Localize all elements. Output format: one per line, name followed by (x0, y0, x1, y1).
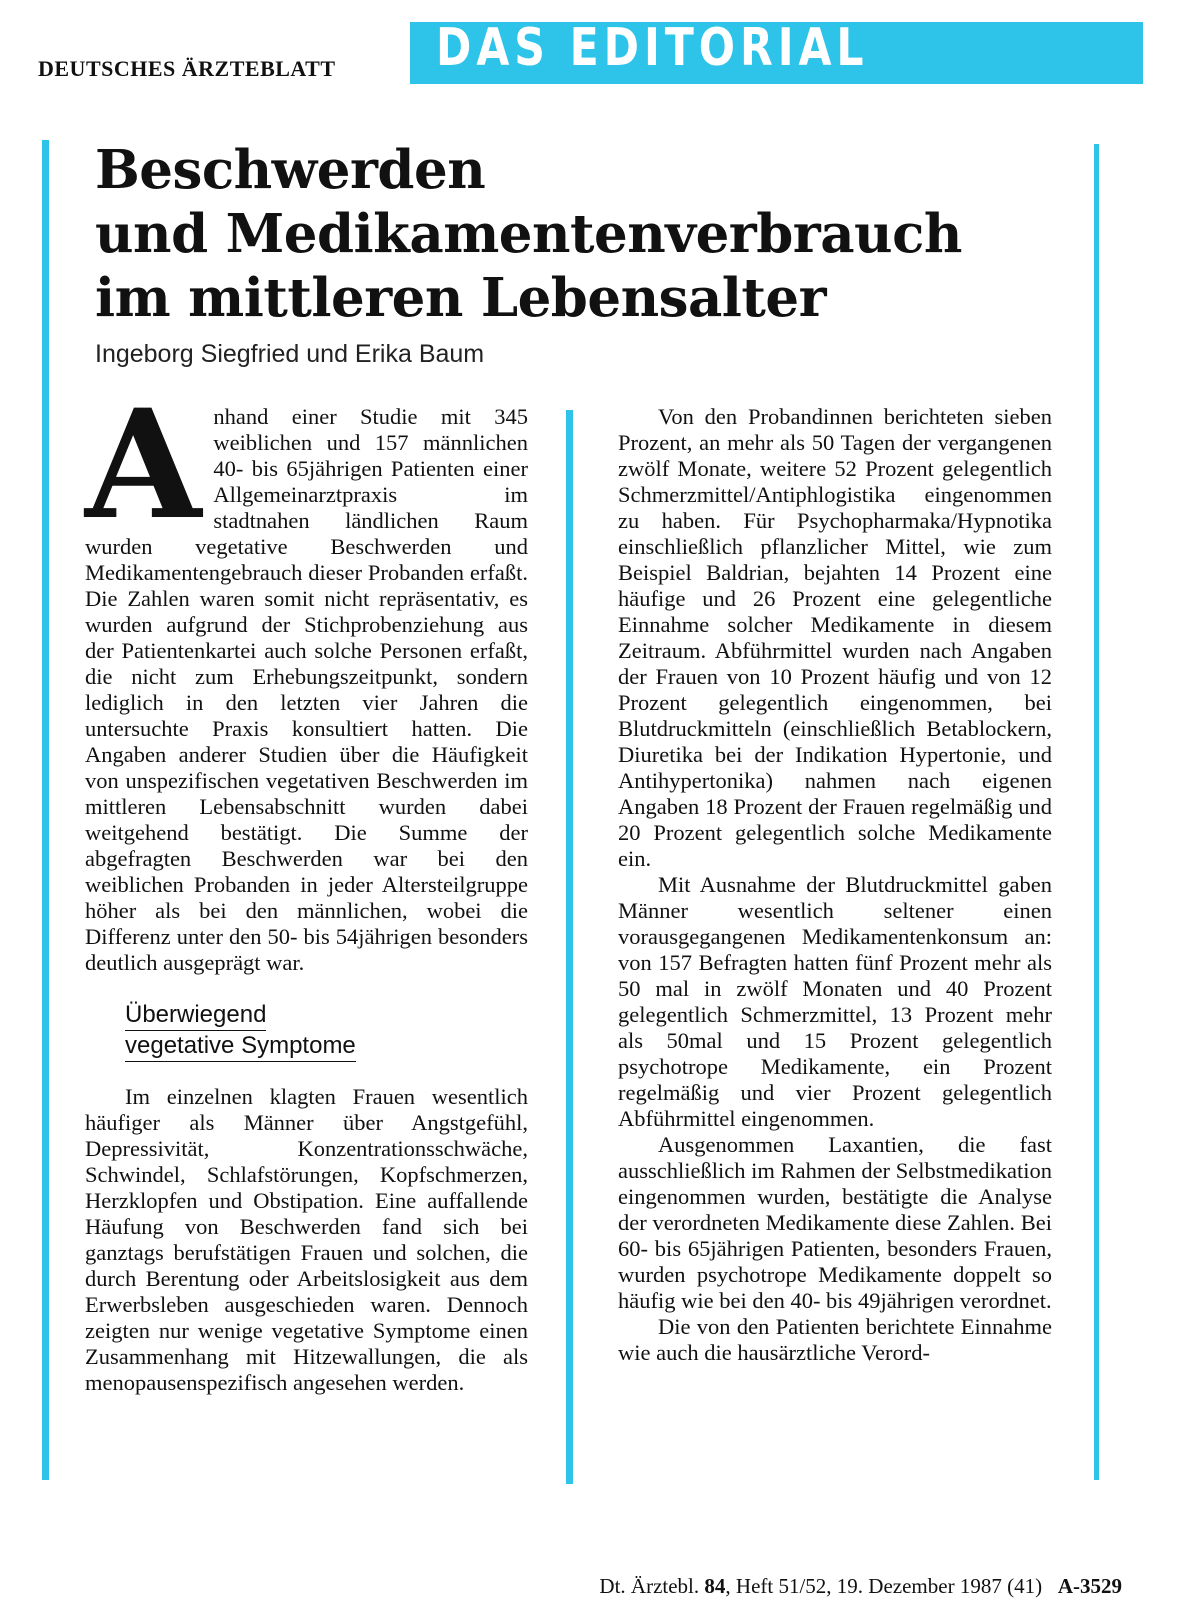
body-paragraph: Die von den Patienten berichtete Einnahme wie auch die hausärztliche Verord- (618, 1314, 1052, 1365)
subheading (125, 1000, 528, 1062)
left-accent-rule (42, 140, 49, 1480)
article-title (95, 138, 1095, 330)
publication-name: DEUTSCHES ÄRZTEBLATT (38, 56, 336, 81)
lead-text: nhand einer Studie mit 345 weiblichen und 157 männlichen 40- bis 65jährigen Patienten einer Allgemeinarztpraxis im stadtnahen ländlichen Raum wurden vegetative Beschwerden und Medikamentengebrauch dieser Probanden erfaßt. Die Zahlen waren somit nicht repräsentativ, es wurden aufgrund der Stichprobenziehung aus der Patientenkartei auch solche Personen erfaßt, die nicht zum Erhebungszeitpunkt, sondern lediglich in den letzten vier Jahren die untersuchte Praxis konsultiert hatten. Die Angaben anderer Studien über die Häufigkeit von unspezifischen vegetativen Beschwerden im mittleren Lebensabschnitt wurden dabei weitgehend bestätigt. Die Summe der abgefragten Beschwerden war bei den weiblichen Probanden in jeder Altersteilgruppe höher als bei den männlichen, wobei die Differenz unter den 50- bis 54jährigen besonders deutlich ausgeprägt war. (85, 404, 528, 975)
body-paragraph: Im einzelnen klagten Frauen wesentlich häufiger als Männer über Angstgefühl, Depressivität, Konzentrationsschwäche, Schwindel, Schlafstörungen, Kopfschmerzen, Herzklopfen und Obstipation. Eine auffallende Häufung von Beschwerden fand sich bei ganztags berufstätigen Frauen und solchen, die durch Berentung oder Arbeitslosigkeit aus dem Erwerbsleben ausgeschieden waren. Dennoch zeigten nur wenige vegetative Symptome einen Zusammenhang mit Hitzewallungen, die als menopausenspezifisch angesehen werden. (85, 1084, 528, 1395)
column-divider-rule (566, 410, 573, 1484)
title-line: im mittleren Lebensalter (95, 267, 827, 329)
lead-paragraph (85, 377, 528, 976)
right-accent-rule (1094, 144, 1099, 1480)
page-number: A-3529 (1057, 1574, 1122, 1598)
issue-date: , Heft 51/52, 19. Dezember 1987 (41) (725, 1574, 1043, 1598)
journal-name: Dt. Ärztebl. (599, 1574, 700, 1598)
section-label: DAS EDITORIAL (436, 18, 869, 78)
body-paragraph: Mit Ausnahme der Blutdruckmittel gaben Männer wesentlich seltener einen vorausgegangenen Medikamentenkonsum an: von 157 Befragten hatten fünf Prozent mehr als 50 mal in zwölf Monaten und 40 Prozent gelegentlich Schmerzmittel, 13 Prozent mehr als 50mal und 15 Prozent gelegentlich psychotrope Medikamente, ein Prozent regelmäßig und vier Prozent gelegentlich Abführmittel eingenommen. (618, 872, 1052, 1131)
page-footer (599, 1574, 1122, 1599)
right-column (618, 404, 1052, 1366)
subheading-line: vegetative Symptome (125, 1031, 356, 1062)
journal-volume: 84 (704, 1574, 726, 1598)
subheading-line: Überwiegend (125, 1000, 266, 1031)
title-line: und Medikamentenverbrauch (95, 203, 962, 265)
body-paragraph: Ausgenommen Laxantien, die fast ausschließlich im Rahmen der Selbstmedikation eingenommen wurden, bestätigte die Analyse der verordneten Medikamente diese Zahlen. Bei 60- bis 65jährigen Patienten, besonders Frauen, wurden psychotrope Medikamente doppelt so häufig wie bei den 40- bis 49jährigen verordnet. (618, 1132, 1052, 1313)
article-authors: Ingeborg Siegfried und Erika Baum (95, 340, 485, 368)
left-column (85, 377, 528, 1396)
title-line: Beschwerden (95, 139, 486, 201)
section-banner (410, 18, 1143, 84)
drop-cap: A (85, 377, 202, 553)
body-paragraph: Von den Probandinnen berichteten sieben Prozent, an mehr als 50 Tagen der vergangenen zwölf Monate, weitere 52 Prozent gelegentlich Schmerzmittel/Antiphlogistika eingenommen zu haben. Für Psychopharmaka/Hypnotika einschließlich pflanzlicher Mittel, wie zum Beispiel Baldrian, bejahten 14 Prozent eine häufige und 26 Prozent eine gelegentliche Einnahme solcher Medikamente in diesem Zeitraum. Abführmittel wurden nach Angaben der Frauen von 10 Prozent häufig und von 12 Prozent gelegentlich eingenommen, bei Blutdruckmitteln (einschließlich Betablockern, Diuretika bei der Indikation Hypertonie, und Antihypertonika) nahmen nach eigenen Angaben 18 Prozent der Frauen regelmäßig und 20 Prozent gelegentlich solche Medikamente ein. (618, 404, 1052, 871)
